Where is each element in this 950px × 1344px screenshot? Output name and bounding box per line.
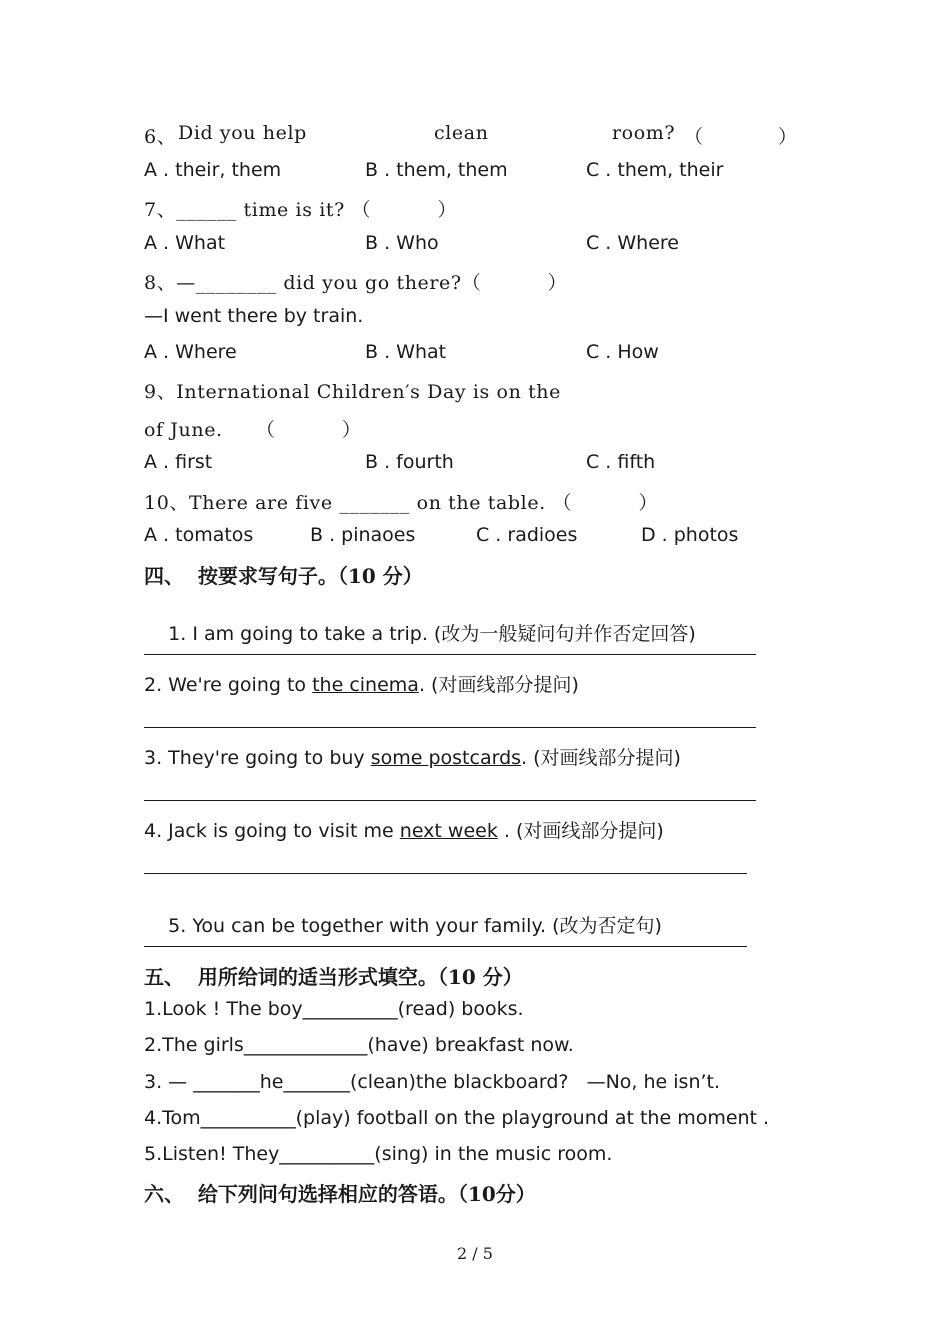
s4-answer-line-5[interactable]	[144, 946, 747, 947]
q8-option-c: C . How	[586, 341, 659, 363]
q6-option-c: C . them, their	[586, 159, 724, 181]
q9-option-c: C . fifth	[586, 451, 656, 473]
s4-item-2-pre: 2. We're going to	[144, 674, 313, 696]
q9-text-line2: of June. （ ）	[144, 419, 362, 441]
section6-heading: 六、 给下列问句选择相应的答语。（10分）	[144, 1182, 536, 1206]
section5-heading: 五、 用所给词的适当形式填空。（10 分）	[144, 965, 523, 989]
s4-item-3-post: . (对画线部分提问)	[521, 747, 681, 769]
q9-option-a: A . first	[144, 451, 213, 473]
section4-heading: 四、 按要求写句子。（10 分）	[144, 564, 423, 588]
s4-item-2	[144, 670, 579, 697]
q9-text-line1: 9、International Children′s Day is on the	[144, 381, 561, 403]
q6-text-c: room?	[612, 122, 676, 144]
s4-item-3-pre: 3. They're going to buy	[144, 747, 371, 769]
q8-answer-line: —I went there by train.	[144, 305, 364, 327]
q6-paren-close: ）	[778, 126, 798, 148]
s4-item-4-post: . (对画线部分提问)	[497, 820, 664, 842]
s5-item-1: 1.Look ! The boy__________(read) books.	[144, 998, 524, 1020]
s4-item-2-post: . (对画线部分提问)	[418, 674, 579, 696]
q6-text-b: clean	[434, 122, 489, 144]
page-number: 2 / 5	[457, 1244, 493, 1263]
s4-answer-line-4[interactable]	[144, 873, 747, 874]
s4-item-5	[144, 889, 662, 960]
q6-number: 6、	[144, 126, 177, 148]
s4-answer-line-3[interactable]	[144, 800, 756, 801]
q6-option-a: A . their, them	[144, 159, 282, 181]
q10-option-d: D . photos	[641, 524, 739, 546]
q8-option-b: B . What	[365, 341, 447, 363]
q10-option-a: A . tomatos	[144, 524, 254, 546]
s4-answer-line-1[interactable]	[144, 654, 756, 655]
q6-text-a: Did you help	[178, 122, 307, 144]
q10-text: 10、There are five _______ on the table. （ ）	[144, 492, 659, 514]
s5-item-4: 4.Tom__________(play) football on the playground at the moment .	[144, 1107, 770, 1129]
s4-item-1-text: 1. I am going to take a trip. (改为一般疑问句并作否定回答)	[168, 623, 696, 645]
s5-item-3: 3. — _______he_______(clean)the blackboard? —No, he isn’t.	[144, 1071, 721, 1093]
q7-option-b: B . Who	[365, 232, 439, 254]
q7-option-a: A . What	[144, 232, 226, 254]
s5-item-5: 5.Listen! They__________(sing) in the music room.	[144, 1143, 613, 1165]
q10-option-b: B . pinaoes	[310, 524, 416, 546]
q6-option-b: B . them, them	[365, 159, 508, 181]
q6-paren-open: （	[684, 126, 704, 148]
s4-item-4-pre: 4. Jack is going to visit me	[144, 820, 400, 842]
q7-option-c: C . Where	[586, 232, 679, 254]
s4-item-1	[144, 597, 696, 668]
q8-text: 8、—________ did you go there?（ ）	[144, 272, 568, 294]
s4-item-3-underlined: some postcards	[370, 747, 522, 769]
q7-text: 7、______ time is it? （ ）	[144, 199, 458, 221]
s4-item-4	[144, 816, 664, 843]
s4-answer-line-2[interactable]	[144, 727, 756, 728]
s4-item-2-underlined: the cinema	[312, 674, 419, 696]
s5-item-2: 2.The girls_____________(have) breakfast now.	[144, 1034, 574, 1056]
s4-item-3	[144, 743, 681, 770]
q8-option-a: A . Where	[144, 341, 237, 363]
s4-item-4-underlined: next week	[399, 820, 498, 842]
s4-item-5-text: 5. You can be together with your family. (改为否定句)	[168, 915, 662, 937]
q9-option-b: B . fourth	[365, 451, 454, 473]
q10-option-c: C . radioes	[476, 524, 578, 546]
